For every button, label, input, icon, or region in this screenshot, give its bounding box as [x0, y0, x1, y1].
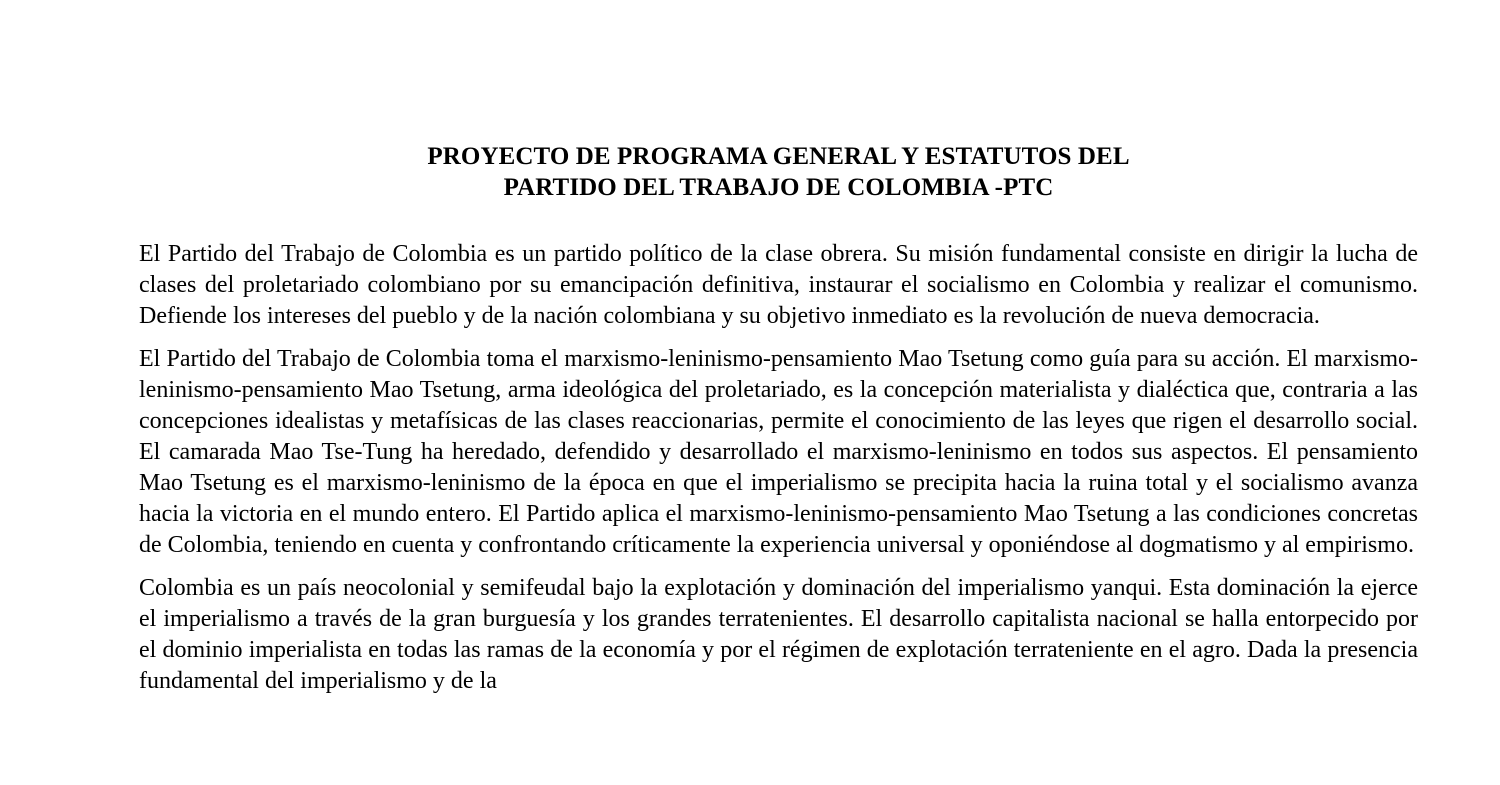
document-title-line-2: PARTIDO DEL TRABAJO DE COLOMBIA -PTC	[503, 174, 1054, 201]
document-title-line-1: PROYECTO DE PROGRAMA GENERAL Y ESTATUTOS DEL	[427, 143, 1130, 170]
paragraph-2: El Partido del Trabajo de Colombia toma el marxismo-leninismo-pensamiento Mao Tsetung como guía para su acción. El marxismo-leninismo-pensamiento Mao Tsetung, arma ideológica del proletariado, es la concepción materialista y dialéctica que, contraria a las concepciones idealistas y metafísicas de las clases reaccionarias, permite el conocimiento de las leyes que rigen el desarrollo social. El camarada Mao Tse-Tung ha heredado, defendido y desarrollado el marxismo-leninismo en todos sus aspectos. El pensamiento Mao Tsetung es el marxismo-leninismo de la época en que el imperialismo se precipita hacia la ruina total y el socialismo avanza hacia la victoria en el mundo entero. El Partido aplica el marxismo-leninismo-pensamiento Mao Tsetung a las condiciones concretas de Colombia, teniendo en cuenta y confrontando críticamente la experiencia universal y oponiéndose al dogmatismo y al empirismo.	[139, 346, 1418, 558]
paragraph-3: Colombia es un país neocolonial y semifeudal bajo la explotación y dominación del imperialismo yanqui. Esta dominación la ejerce el imperialismo a través de la gran burguesía y los grandes terratenientes. El desarrollo capitalista nacional se halla entorpecido por el dominio imperialista en todas las ramas de la economía y por el régimen de explotación terrateniente en el agro. Dada la presencia fundamental del imperialismo y de la	[139, 575, 1418, 694]
document-body	[139, 0, 1418, 697]
document-title	[139, 0, 1418, 203]
paragraph-1: El Partido del Trabajo de Colombia es un partido político de la clase obrera. Su misión fundamental consiste en dirigir la lucha de clases del proletariado colombiano por su emancipación definitiva, instaurar el socialismo en Colombia y realizar el comunismo. Defiende los intereses del pueblo y de la nación colombiana y su objetivo inmediato es la revolución de nueva democracia.	[139, 241, 1418, 329]
